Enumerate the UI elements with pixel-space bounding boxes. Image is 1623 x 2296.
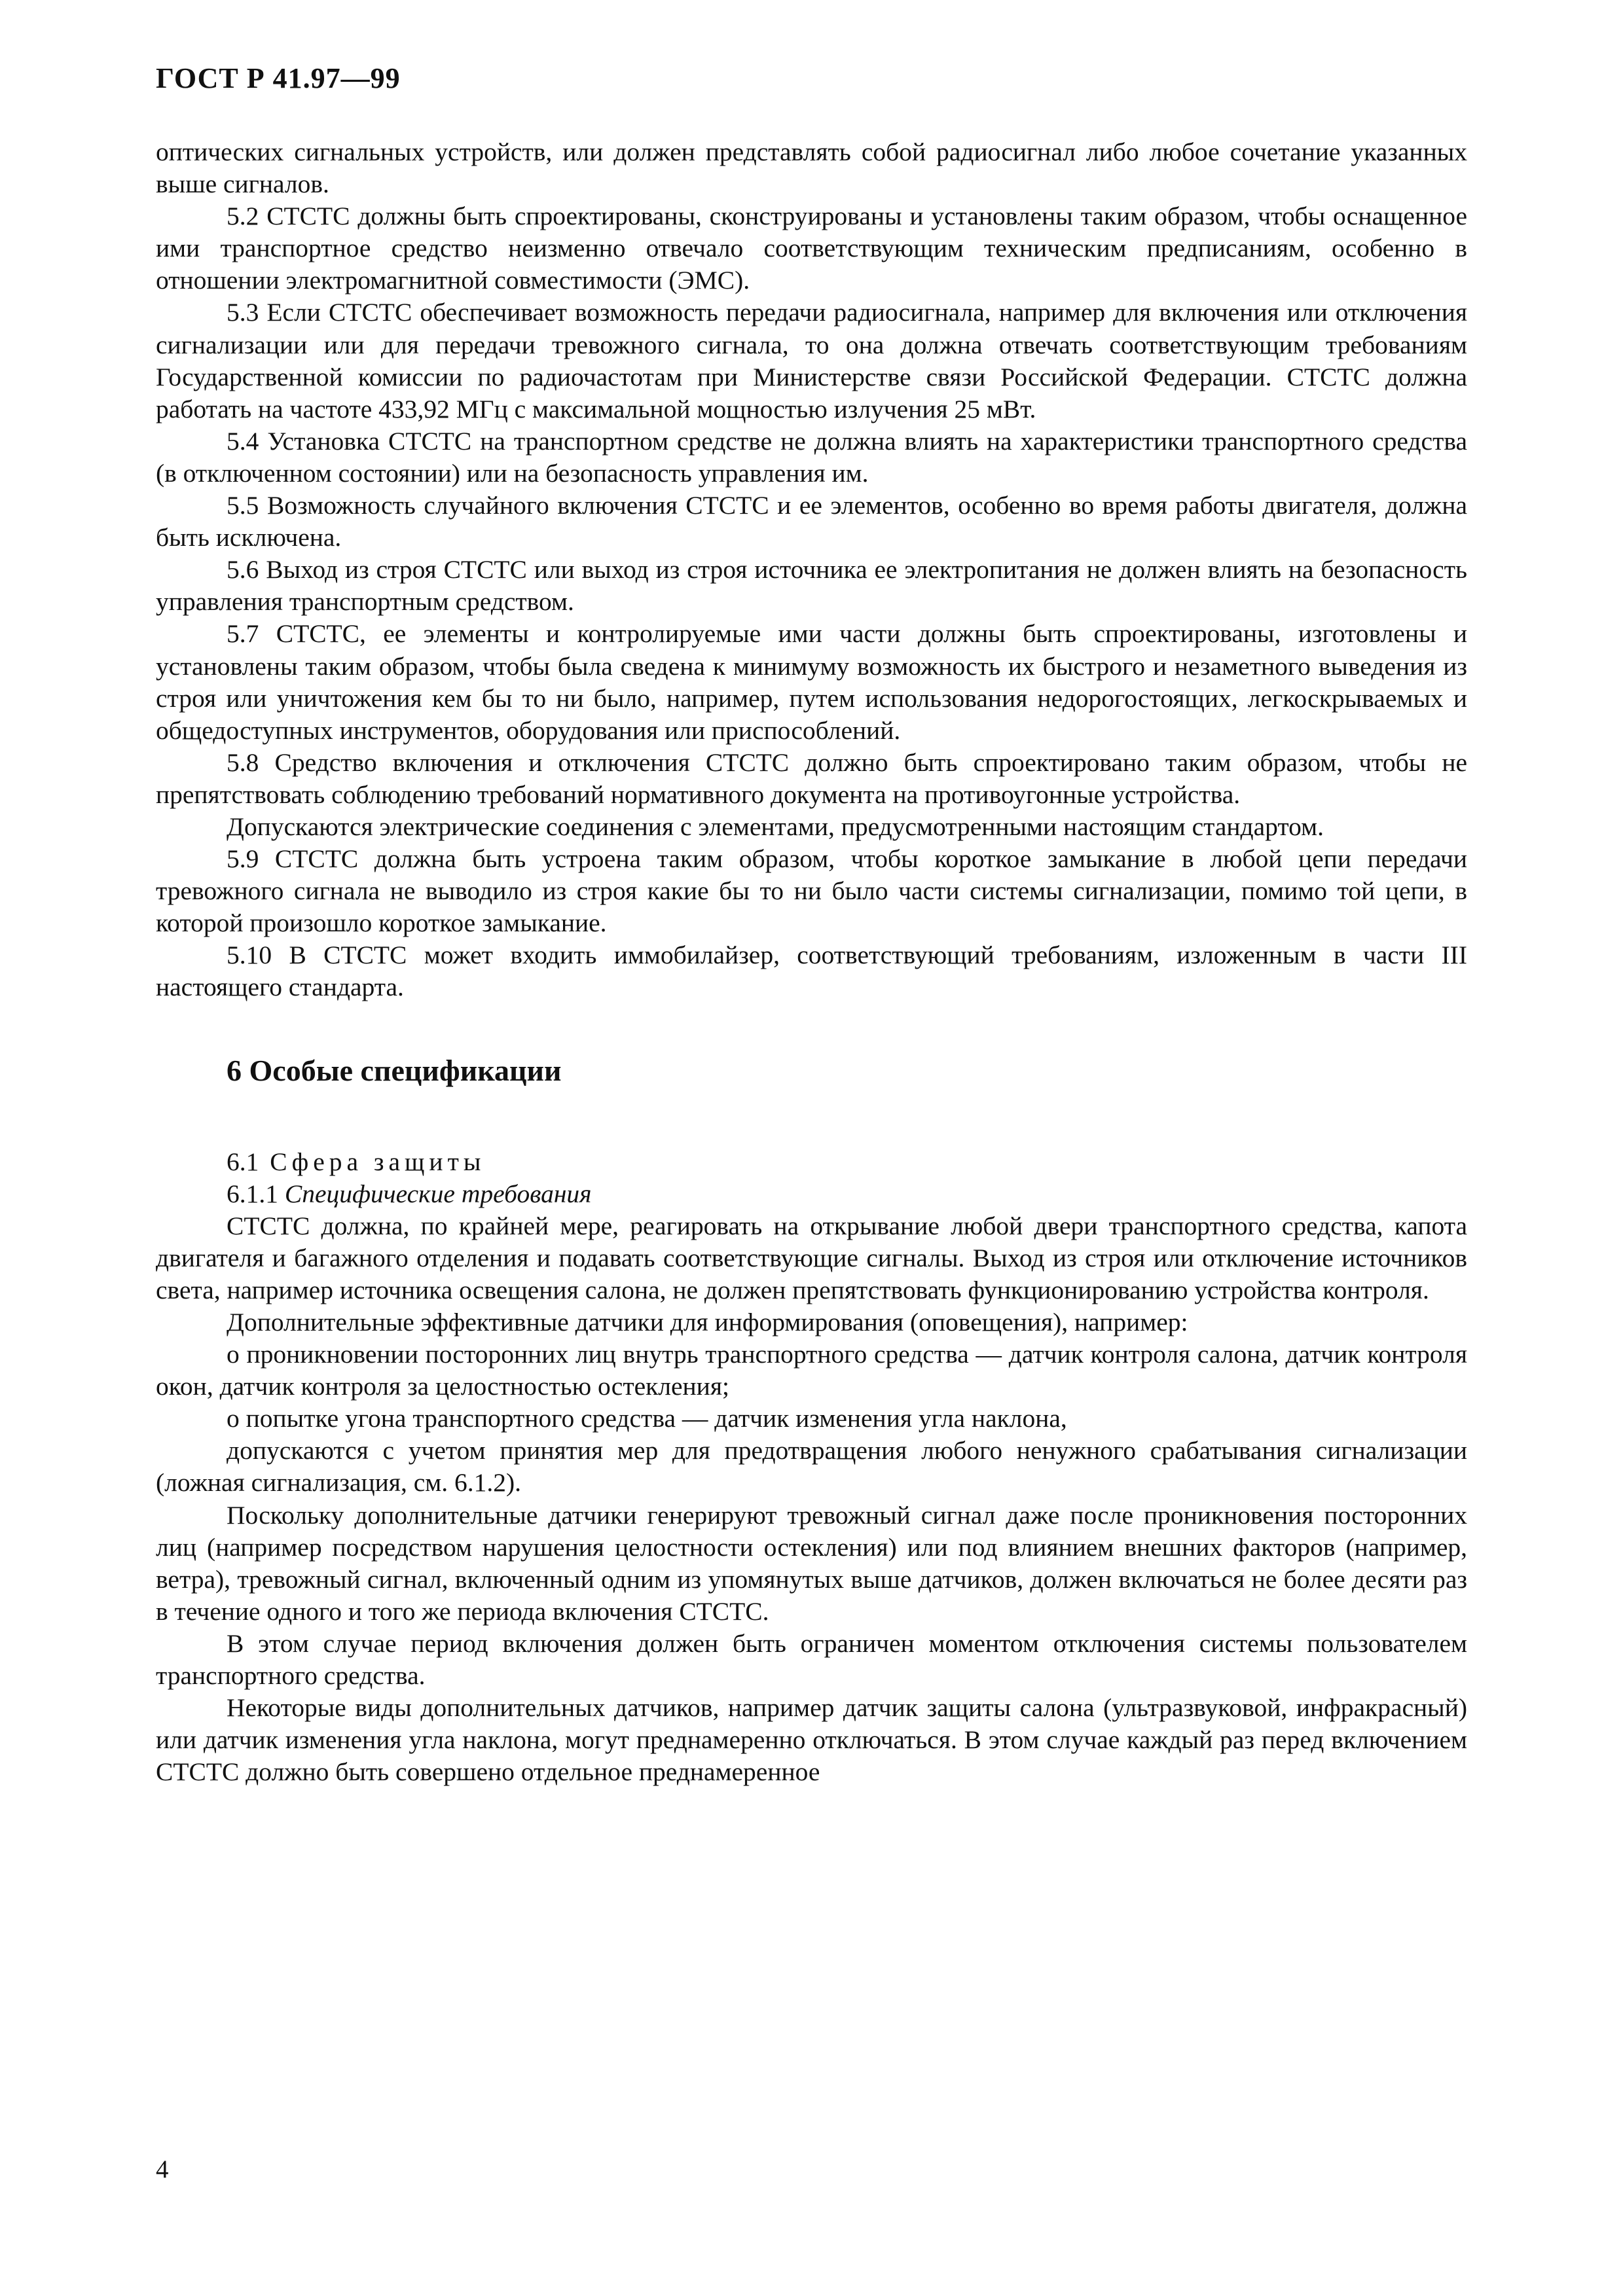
paragraph-continuation: оптических сигнальных устройств, или должен представлять собой радиосигнал либо любое сочетание указанных выше сигналов. — [156, 137, 1467, 199]
paragraph-5-10: 5.10 В СТСТС может входить иммобилайзер, соответствующий требованиям, изложенным в части III настоящего стандарта. — [156, 941, 1467, 1002]
subsection-6-1 — [156, 1146, 1467, 1178]
subsection-6-1-number: 6.1 — [227, 1147, 259, 1176]
paragraph-5-2: 5.2 СТСТС должны быть спроектированы, сконструированы и установлены таким образом, чтобы оснащенное ими транспортное средство неизменно отвечало соответствующим техническим предписаниям, особенно в отношении электромагнитной совместимости (ЭМС). — [156, 202, 1467, 295]
subsection-6-1-1-number: 6.1.1 — [227, 1179, 278, 1208]
page-number: 4 — [156, 2155, 169, 2183]
subsection-6-1-1-title: Специфические требования — [284, 1179, 592, 1208]
paragraph-5-9: 5.9 СТСТС должна быть устроена таким образом, чтобы короткое замыкание в любой цепи передачи тревожного сигнала не выводило из строя какие бы то ни было части системы сигнализации, помимо той цепи, в которой произошло короткое замыкание. — [156, 844, 1467, 938]
paragraph-5-8: 5.8 Средство включения и отключения СТСТС должно быть спроектировано таким образом, чтобы не препятствовать соблюдению требований нормативного документа на противоугонные устройства. — [156, 747, 1467, 809]
paragraph-5-4: 5.4 Установка СТСТС на транспортном средстве не должна влиять на характеристики транспортного средства (в отключенном состоянии) или на безопасность управления им. — [156, 426, 1467, 488]
document-body — [156, 136, 1467, 1788]
paragraph-5-6: 5.6 Выход из строя СТСТС или выход из строя источника ее электропитания не должен влиять на безопасность управления транспортным средством. — [156, 555, 1467, 617]
paragraph-6-1-1-a: СТСТС должна, по крайней мере, реагировать на открывание любой двери транспортного средства, капота двигателя и багажного отделения и подавать соответствующие сигналы. Выход из строя или отключение источников света, например источника освещения салона, не должен препятствовать функционированию устройства контроля. — [156, 1211, 1467, 1304]
paragraph-5-3: 5.3 Если СТСТС обеспечивает возможность передачи радиосигнала, например для включения или отключения сигнализации или для передачи тревожного сигнала, то она должна отвечать соответствующим требованиям Государственной комиссии по радиочастотам при Министерстве связи Российской Федерации. СТСТС должна работать на частоте 433,92 МГц с максимальной мощностью излучения 25 мВт. — [156, 298, 1467, 423]
paragraph-6-1-1-g: В этом случае период включения должен быть ограничен моментом отключения системы пользователем транспортного средства. — [156, 1628, 1467, 1691]
paragraph-6-1-1-h: Некоторые виды дополнительных датчиков, например датчик защиты салона (ультразвуковой, инфракрасный) или датчик изменения угла наклона, могут преднамеренно отключаться. В этом случае каждый раз перед включением СТСТС должно быть совершено отдельное преднамеренное — [156, 1693, 1467, 1787]
paragraph-5-5: 5.5 Возможность случайного включения СТСТС и ее элементов, особенно во время работы двигателя, должна быть исключена. — [156, 491, 1467, 552]
paragraph-6-1-1-b: Дополнительные эффективные датчики для информирования (оповещения), например: — [227, 1308, 1188, 1336]
paragraph-5-8-note: Допускаются электрические соединения с элементами, предусмотренными настоящим стандартом. — [227, 812, 1324, 841]
section-6-heading: 6 Особые спецификации — [227, 1053, 562, 1087]
paragraph-6-1-1-c: о проникновении посторонних лиц внутрь транспортного средства — датчик контроля салона, датчик контроля окон, датчик контроля за целостностью остекления; — [156, 1340, 1467, 1401]
subsection-6-1-title: Сфера защиты — [270, 1147, 486, 1176]
subsection-6-1-1 — [156, 1178, 1467, 1210]
paragraph-5-7: 5.7 СТСТС, ее элементы и контролируемые ими части должны быть спроектированы, изготовлены и установлены таким образом, чтобы была сведена к минимуму возможность их быстрого и незаметного выведения из строя или уничтожения кем бы то ни было, например, путем использования недорогостоящих, легкоскрываемых и общедоступных инструментов, оборудования или приспособлений. — [156, 619, 1467, 745]
paragraph-6-1-1-e: допускаются с учетом принятия мер для предотвращения любого ненужного срабатывания сигнализации (ложная сигнализация, см. 6.1.2). — [156, 1436, 1467, 1498]
paragraph-6-1-1-d: о попытке угона транспортного средства — датчик изменения угла наклона, — [227, 1404, 1067, 1433]
paragraph-6-1-1-f: Поскольку дополнительные датчики генерируют тревожный сигнал даже после проникновения посторонних лиц (например посредством нарушения целостности остекления) или под влиянием внешних факторов (например, ветра), тревожный сигнал, включенный одним из упомянутых выше датчиков, должен включаться не более десяти раз в течение одного и того же периода включения СТСТС. — [156, 1500, 1467, 1626]
document-header-id: ГОСТ Р 41.97—99 — [156, 62, 401, 94]
